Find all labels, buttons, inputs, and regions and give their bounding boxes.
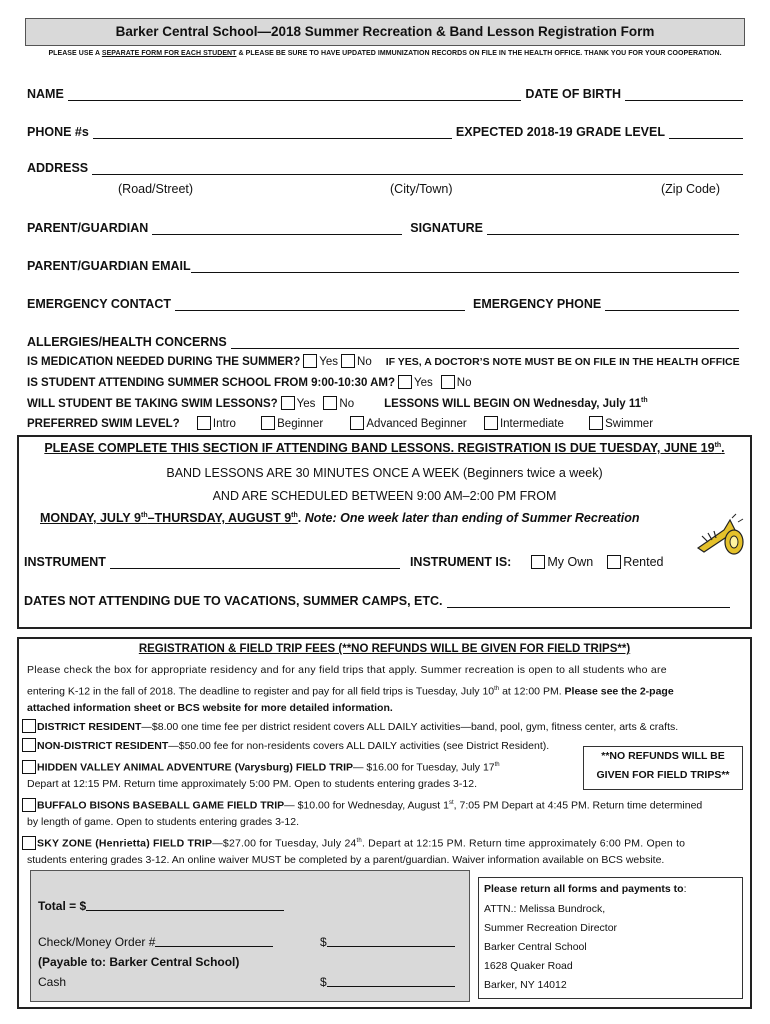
dates-not-attending-label: DATES NOT ATTENDING DUE TO VACATIONS, SUMMER CAMPS, ETC.	[24, 594, 443, 608]
return-line: Barker, NY 14012	[484, 979, 567, 991]
non-district-resident-option: NON-DISTRICT RESIDENT—$50.00 fee for non-residents covers ALL DAILY activities (see District Resident).	[22, 737, 738, 756]
bisons-checkbox[interactable]	[22, 798, 36, 812]
hidden-valley-option: HIDDEN VALLEY ANIMAL ADVENTURE (Varysburg) FIELD TRIP— $16.00 for Tuesday, July 17th	[22, 756, 738, 778]
emergency-contact-label: EMERGENCY CONTACT	[27, 297, 171, 311]
name-row	[27, 83, 743, 101]
emergency-contact-field[interactable]	[175, 297, 465, 311]
district-resident-option: DISTRICT RESIDENT—$8.00 one time fee per district resident covers ALL DAILY activities—band, pool, gym, fitness center, arts & crafts.	[22, 718, 738, 737]
parent-email-label: PARENT/GUARDIAN EMAIL	[27, 259, 191, 273]
allergies-label: ALLERGIES/HEALTH CONCERNS	[27, 335, 227, 349]
parent-email-field[interactable]	[191, 259, 739, 273]
swim-level-question: PREFERRED SWIM LEVEL? Intro Beginner Advanced Beginner Intermediate Swimmer	[27, 418, 654, 430]
allergies-field[interactable]	[231, 335, 739, 349]
road-label: (Road/Street)	[118, 182, 194, 196]
dob-label: DATE OF BIRTH	[525, 87, 621, 101]
address-row	[27, 157, 743, 175]
rented-checkbox[interactable]	[607, 555, 621, 569]
summer-school-question: IS STUDENT ATTENDING SUMMER SCHOOL FROM 9:00-10:30 AM? Yes No	[27, 377, 472, 389]
sky-zone-details: students entering grades 3-12. An online waiver MUST be completed by a parent/guardian. Waiver information available on BCS website.	[27, 854, 665, 866]
medication-no-checkbox[interactable]	[341, 354, 355, 368]
hidden-valley-checkbox[interactable]	[22, 760, 36, 774]
swim-note: LESSONS WILL BEGIN ON Wednesday, July 11th	[384, 397, 648, 410]
swim-level-advanced-beginner-checkbox[interactable]	[350, 416, 364, 430]
sky-zone-option: SKY ZONE (Henrietta) FIELD TRIP—$27.00 for Tuesday, July 24th. Depart at 12:15 PM. Return time approximately 6:00 PM. Open to	[22, 832, 738, 854]
allergies-row	[27, 331, 743, 349]
return-line: Barker Central School	[484, 941, 587, 953]
band-info-line-3: MONDAY, JULY 9th–THURSDAY, AUGUST 9th. Note: One week later than ending of Summer Recreation	[40, 511, 640, 525]
medication-yes-checkbox[interactable]	[303, 354, 317, 368]
sky-zone-checkbox[interactable]	[22, 836, 36, 850]
emergency-row	[27, 293, 743, 311]
phone-label: PHONE #s	[27, 125, 89, 139]
email-row	[27, 255, 743, 273]
summer-school-yes-checkbox[interactable]	[398, 375, 412, 389]
swim-level-swimmer-checkbox[interactable]	[589, 416, 603, 430]
emergency-phone-label: EMERGENCY PHONE	[473, 297, 602, 311]
no-refunds-notice: **NO REFUNDS WILL BE GIVEN FOR FIELD TRIPS**	[583, 746, 743, 790]
total-field[interactable]	[86, 899, 284, 911]
return-heading: Please return all forms and payments to:	[484, 883, 687, 895]
check-amount-field[interactable]	[327, 935, 455, 947]
payable-note: (Payable to: Barker Central School)	[38, 955, 240, 969]
instrument-field[interactable]	[110, 555, 400, 569]
my-own-label: My Own	[547, 555, 594, 569]
address-field[interactable]	[92, 161, 743, 175]
signature-field[interactable]	[487, 221, 739, 235]
bisons-option: BUFFALO BISONS BASEBALL GAME FIELD TRIP— $10.00 for Wednesday, August 1st, 7:05 PM Depart at 4:45 PM. Return time determined	[22, 794, 738, 816]
instrument-row	[24, 551, 734, 569]
fees-intro-2: entering K-12 in the fall of 2018. The deadline to register and pay for all field trips is Tuesday, July 10th at 12:00 PM. Please see the 2-page	[27, 685, 674, 698]
swim-level-intermediate-checkbox[interactable]	[484, 416, 498, 430]
fees-intro-1: Please check the box for appropriate residency and for any field trips that apply. Summer recreation is open to all students who are	[27, 664, 667, 676]
total-row: Total = $	[38, 899, 284, 913]
return-line: ATTN.: Melissa Bundrock,	[484, 903, 606, 915]
signature-label: SIGNATURE	[410, 221, 483, 235]
check-amount-row: $	[320, 935, 455, 949]
medication-question: IS MEDICATION NEEDED DURING THE SUMMER? Yes No IF YES, A DOCTOR’S NOTE MUST BE ON FILE IN THE HEALTH OFFICE	[27, 356, 740, 368]
form-title: Barker Central School—2018 Summer Recreation & Band Lesson Registration Form	[25, 18, 745, 46]
swim-no-checkbox[interactable]	[323, 396, 337, 410]
non-district-resident-checkbox[interactable]	[22, 738, 36, 752]
parent-label: PARENT/GUARDIAN	[27, 221, 149, 235]
instrument-is-label: INSTRUMENT IS:	[409, 555, 512, 569]
band-info-line-1: BAND LESSONS ARE 30 MINUTES ONCE A WEEK (Beginners twice a week)	[166, 466, 603, 480]
instrument-label: INSTRUMENT	[24, 555, 106, 569]
parent-field[interactable]	[152, 221, 402, 235]
grade-label: EXPECTED 2018-19 GRADE LEVEL	[455, 125, 665, 139]
cash-label: Cash	[38, 975, 67, 989]
grade-field[interactable]	[669, 125, 743, 139]
district-resident-checkbox[interactable]	[22, 719, 36, 733]
parent-row	[27, 217, 743, 235]
cash-amount-field[interactable]	[327, 975, 455, 987]
fees-heading: REGISTRATION & FIELD TRIP FEES (**NO REFUNDS WILL BE GIVEN FOR FIELD TRIPS**)	[138, 643, 631, 655]
dob-field[interactable]	[625, 87, 743, 101]
city-label: (City/Town)	[390, 182, 453, 196]
emergency-phone-field[interactable]	[605, 297, 739, 311]
cash-amount-row: $	[320, 975, 455, 989]
summer-school-no-checkbox[interactable]	[441, 375, 455, 389]
name-field[interactable]	[68, 87, 522, 101]
fees-intro-3: attached information sheet or BCS website for more detailed information.	[27, 702, 393, 714]
medication-note: IF YES, A DOCTOR’S NOTE MUST BE ON FILE IN THE HEALTH OFFICE	[385, 356, 740, 368]
check-number-field[interactable]	[155, 935, 273, 947]
dates-not-attending-field[interactable]	[447, 594, 730, 608]
dates-row	[24, 590, 734, 608]
check-row: Check/Money Order #	[38, 935, 273, 949]
phone-row	[27, 121, 743, 139]
bisons-details: by length of game. Open to students entering grades 3-12.	[27, 816, 300, 828]
zip-label: (Zip Code)	[661, 182, 721, 196]
phone-field[interactable]	[93, 125, 452, 139]
form-notice: PLEASE USE A SEPARATE FORM FOR EACH STUDENT & PLEASE BE SURE TO HAVE UPDATED IMMUNIZATION RECORDS ON FILE IN THE HEALTH OFFICE. THANK YOU FOR YOUR COOPERATION.	[48, 50, 722, 57]
swim-yes-checkbox[interactable]	[281, 396, 295, 410]
hidden-valley-details: Depart at 12:15 PM. Return time approximately 5:00 PM. Open to students entering grades 3-12.	[27, 778, 477, 790]
my-own-checkbox[interactable]	[531, 555, 545, 569]
address-label: ADDRESS	[27, 161, 89, 175]
name-label: NAME	[27, 87, 64, 101]
band-info-line-2: AND ARE SCHEDULED BETWEEN 9:00 AM–2:00 PM FROM	[212, 489, 557, 503]
band-heading: PLEASE COMPLETE THIS SECTION IF ATTENDING BAND LESSONS. REGISTRATION IS DUE TUESDAY, JUNE 19th.	[44, 441, 725, 455]
rented-label: Rented	[623, 555, 664, 569]
swim-level-beginner-checkbox[interactable]	[261, 416, 275, 430]
return-line: 1628 Quaker Road	[484, 960, 573, 972]
swim-level-intro-checkbox[interactable]	[197, 416, 211, 430]
return-line: Summer Recreation Director	[484, 922, 618, 934]
swim-question: WILL STUDENT BE TAKING SWIM LESSONS? Yes No LESSONS WILL BEGIN ON Wednesday, July 11th	[27, 397, 648, 410]
